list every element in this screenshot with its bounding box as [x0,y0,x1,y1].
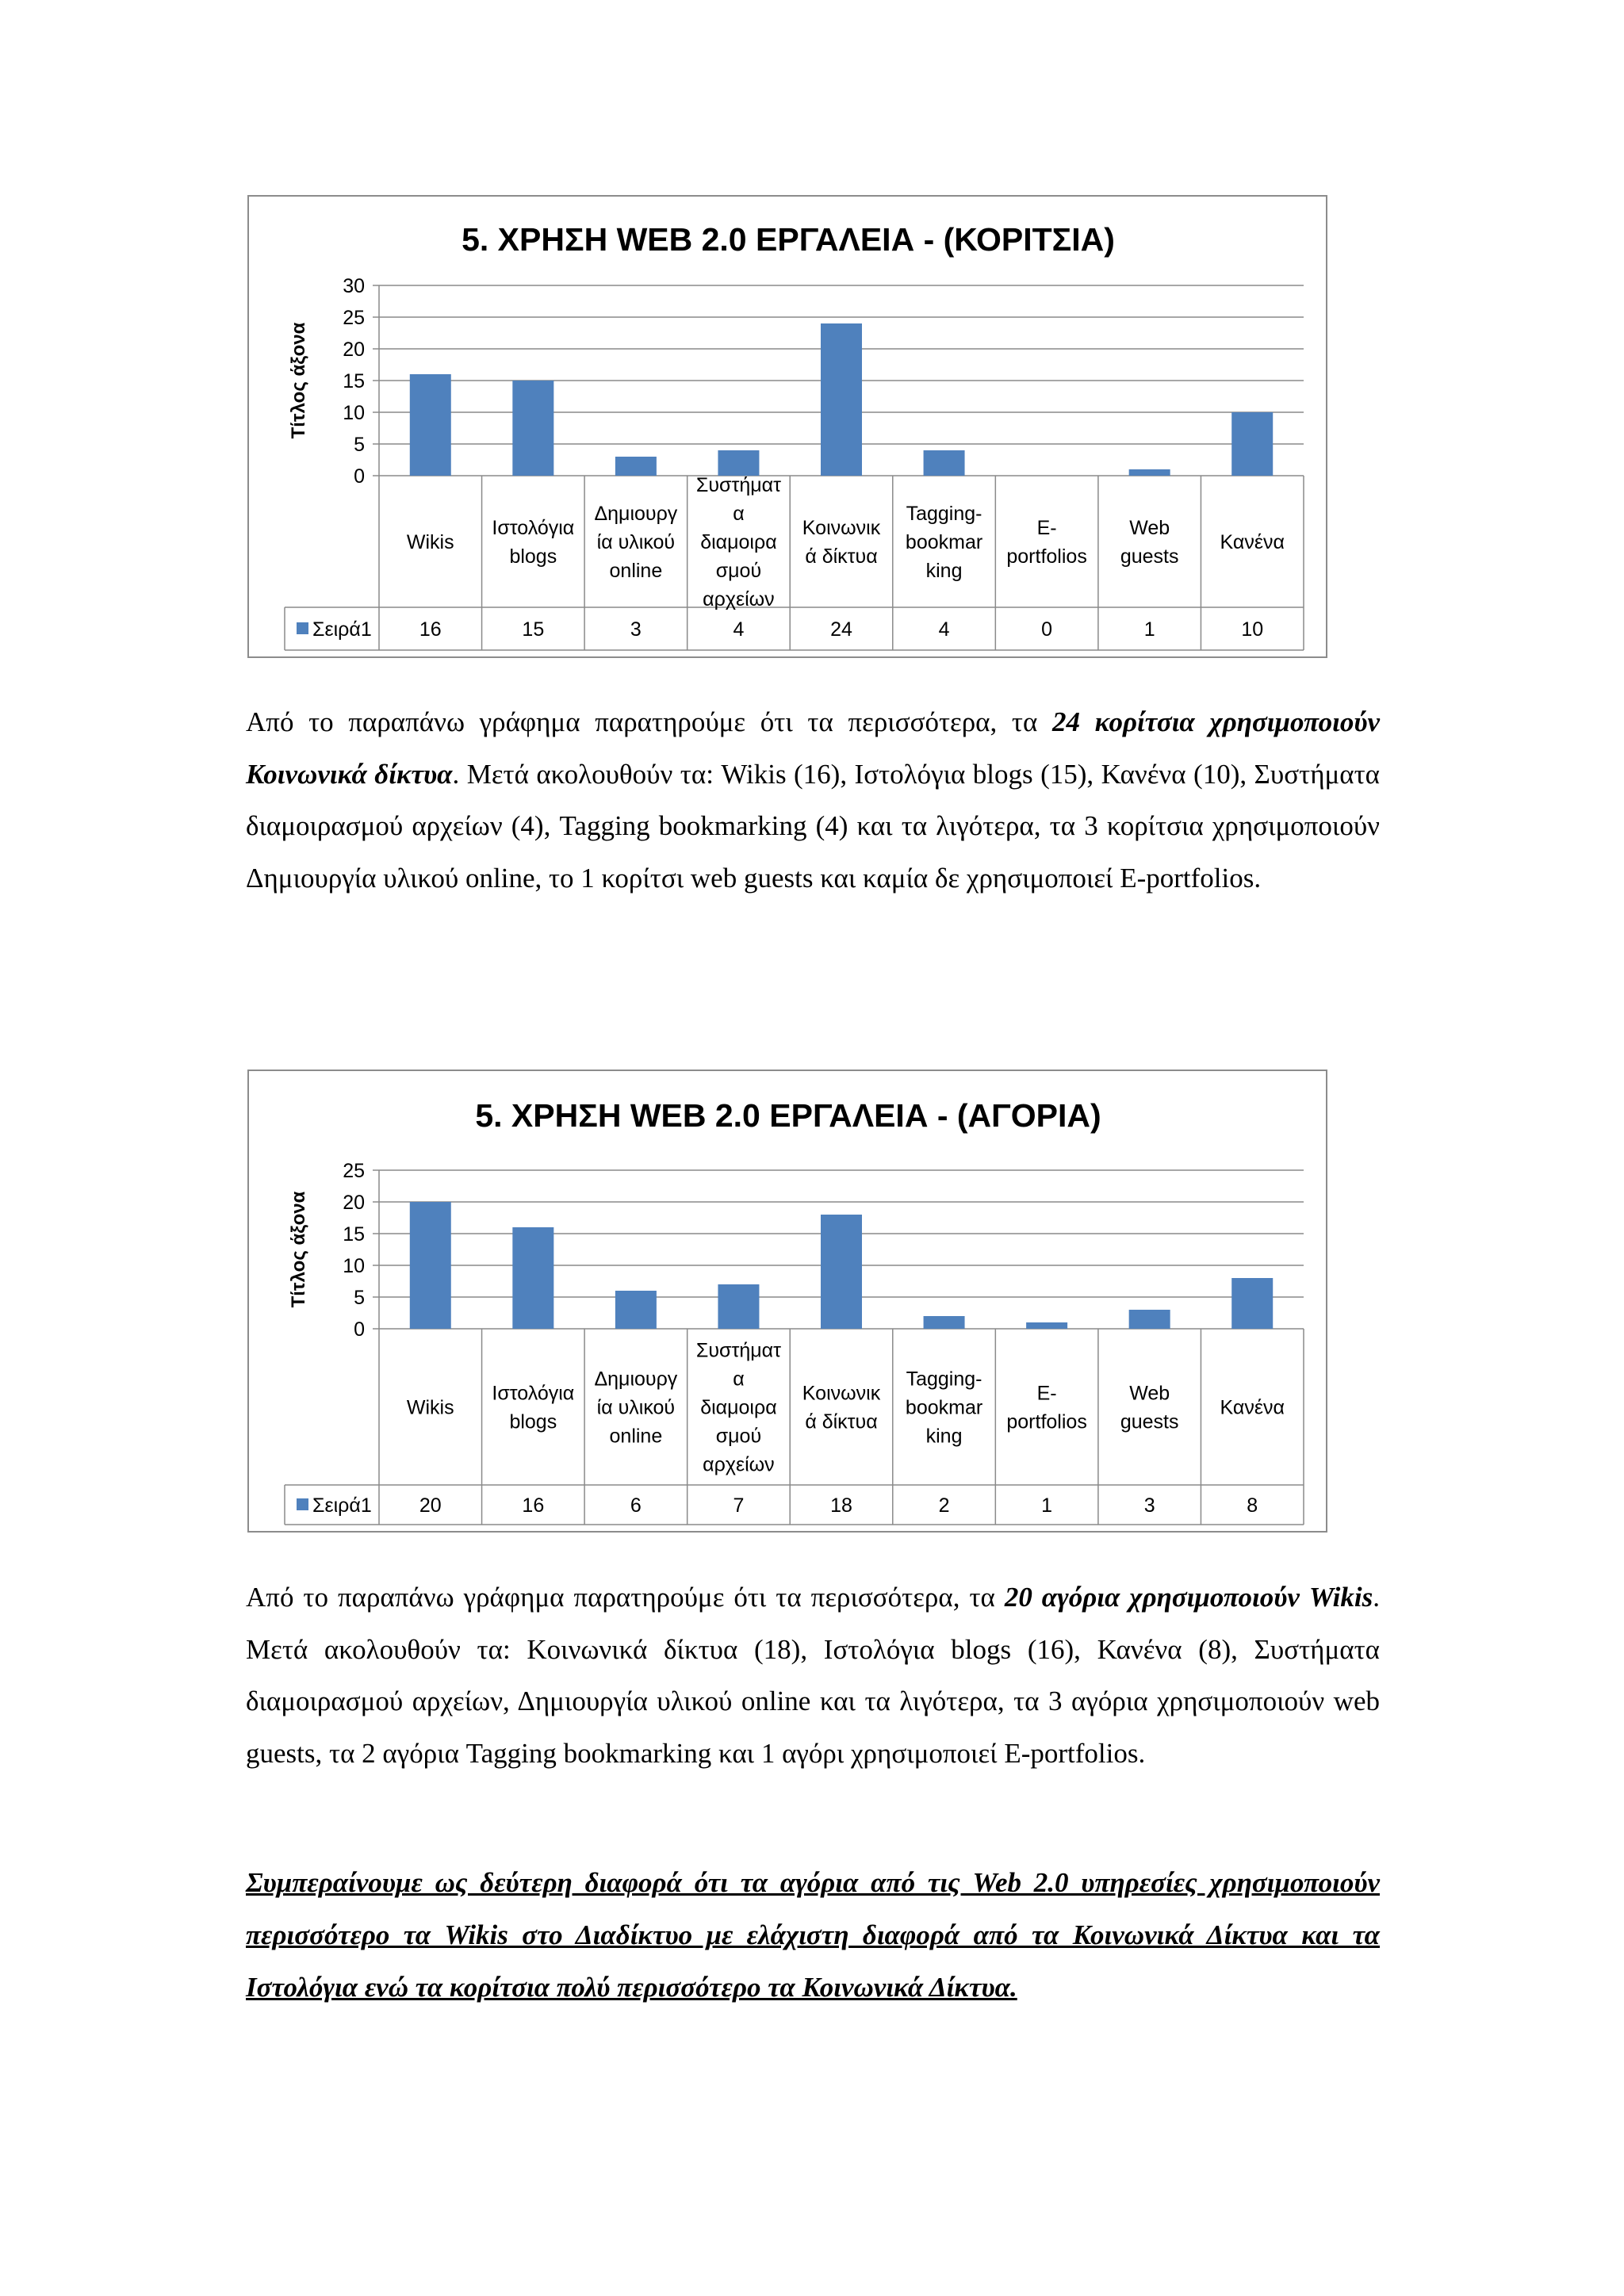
category-label: E-portfolios [1006,1382,1087,1433]
bar [410,1202,451,1329]
bar [512,381,553,476]
y-tick-label: 20 [343,1192,365,1214]
paragraph-girls [246,696,1380,904]
bar [718,450,759,476]
category-label: Δημιουργ ία υλικού online [594,503,678,582]
category-label: Κοινωνικ ά δίκτυα [802,1382,881,1433]
y-axis-title: Τίτλος άξονα [288,1191,309,1308]
data-table-value: 7 [733,1494,745,1517]
paragraph-boys-text1: Από το παραπάνω γράφημα παρατηρούμε ότι τα περισσότερα, τα [246,1582,1005,1613]
data-table-value: 24 [830,618,852,641]
category-label: Κανένα [1220,1396,1285,1419]
chart-girls-svg [249,197,1326,656]
category-label: Συστήματ α διαμοιρα σμού αρχείων [695,474,781,610]
category-label: Δημιουργ ία υλικού online [594,1368,678,1448]
bar [1231,1278,1273,1329]
chart-title: 5. ΧΡΗΣΗ WEB 2.0 ΕΡΓΑΛΕΙΑ - (ΑΓΟΡΙΑ) [475,1097,1101,1134]
y-tick-label: 25 [343,1160,365,1182]
data-table-value: 3 [630,618,642,641]
y-tick-label: 0 [354,1318,365,1341]
data-table-value: 4 [938,618,950,641]
chart-boys [247,1070,1327,1533]
data-table-value: 0 [1041,618,1053,641]
bar [718,1284,759,1329]
y-tick-label: 15 [343,1223,365,1246]
category-label: E-portfolios [1006,517,1087,568]
bar [924,1316,965,1329]
legend-series-name: Σειρά1 [312,1494,372,1517]
legend-series-name: Σειρά1 [312,618,372,641]
paragraph-boys-emphasis: 20 αγόρια χρησιμοποιούν Wikis [1004,1582,1373,1613]
chart-title: 5. ΧΡΗΣΗ WEB 2.0 ΕΡΓΑΛΕΙΑ - (ΚΟΡΙΤΣΙΑ) [462,221,1115,258]
y-tick-label: 15 [343,370,365,392]
paragraph-girls-text2: . Μετά ακολουθούν τα: Wikis (16), Ιστολόγια blogs (15), Κανένα (10), Συστήματα διαμοιρασμού αρχείων (4), Tagging bookmarking (4) και τα λιγότερα, τα 3 κορίτσια χρησιμοποιούν Δημιουργία υλικού online, το 1 κορίτσι web guests και καμία δε χρησιμοποιεί E-portfolios. [246,758,1380,894]
bar [821,1215,862,1329]
data-table-value: 16 [419,618,442,641]
y-tick-label: 0 [354,465,365,488]
y-tick-label: 30 [343,275,365,297]
bar [615,457,657,476]
data-table-value: 1 [1041,1494,1053,1517]
bar [1026,1322,1067,1329]
data-table-value: 18 [830,1494,852,1517]
data-table-value: 20 [419,1494,442,1517]
paragraph-girls-emphasis: 24 κορίτσια χρησιμοποιούν Κοινωνικά δίκτυα [246,706,1381,790]
y-axis-title: Τίτλος άξονα [288,322,309,439]
legend-key [297,1498,308,1510]
category-label: Web guests [1120,1382,1179,1433]
category-label: Web guests [1120,517,1179,568]
bar [1231,412,1273,476]
bar [410,374,451,476]
category-label: Ιστολόγια blogs [492,517,575,568]
legend-key [297,622,308,634]
bar [1129,469,1170,476]
category-label: Wikis [406,531,454,553]
category-label: Ιστολόγια blogs [492,1382,575,1433]
y-tick-label: 10 [343,402,365,424]
category-label: Κανένα [1220,531,1285,553]
y-tick-label: 10 [343,1255,365,1277]
data-table-value: 1 [1143,618,1155,641]
conclusion: Συμπεραίνουμε ως δεύτερη διαφορά ότι τα αγόρια από τις Web 2.0 υπηρεσίες χρησιμοποιούν περισσότερο τα Wikis στο Διαδίκτυο με ελάχιστη διαφορά από τα Κοινωνικά Δίκτυα και τα Ιστολόγια ενώ τα κορίτσια πολύ περισσότερο τα Κοινωνικά Δίκτυα. [246,1867,1380,2003]
bar [615,1291,657,1329]
paragraph-boys-text2: . Μετά ακολουθούν τα: Κοινωνικά δίκτυα (18), Ιστολόγια blogs (16), Κανένα (8), Συστήματα διαμοιρασμού αρχείων, Δημιουργία υλικού online και τα λιγότερα, τα 3 αγόρια χρησιμοποιούν web guests, τα 2 αγόρια Tagging bookmarking και 1 αγόρι χρησιμοποιεί E-portfolios. [246,1582,1380,1769]
y-tick-label: 20 [343,339,365,361]
data-table-value: 6 [630,1494,642,1517]
data-table-value: 15 [522,618,545,641]
chart-girls [247,195,1327,658]
paragraph-boys [246,1571,1380,1779]
bar [924,450,965,476]
data-table-value: 2 [938,1494,950,1517]
category-label: Tagging-bookmar king [905,1368,983,1448]
category-label: Συστήματ α διαμοιρα σμού αρχείων [695,1339,781,1476]
y-tick-label: 5 [354,434,365,456]
data-table-value: 4 [733,618,745,641]
bar [512,1227,553,1329]
bar [821,323,862,476]
chart-boys-svg [249,1071,1326,1531]
data-table-value: 10 [1241,618,1264,641]
category-label: Wikis [406,1396,454,1419]
y-tick-label: 5 [354,1287,365,1309]
paragraph-girls-text1: Από το παραπάνω γράφημα παρατηρούμε ότι τα περισσότερα, τα [246,706,1052,737]
data-table-value: 8 [1247,1494,1258,1517]
data-table-value: 3 [1143,1494,1155,1517]
data-table-value: 16 [522,1494,545,1517]
category-label: Tagging-bookmar king [905,503,983,582]
bar [1129,1310,1170,1329]
y-tick-label: 25 [343,307,365,329]
category-label: Κοινωνικ ά δίκτυα [802,517,881,568]
